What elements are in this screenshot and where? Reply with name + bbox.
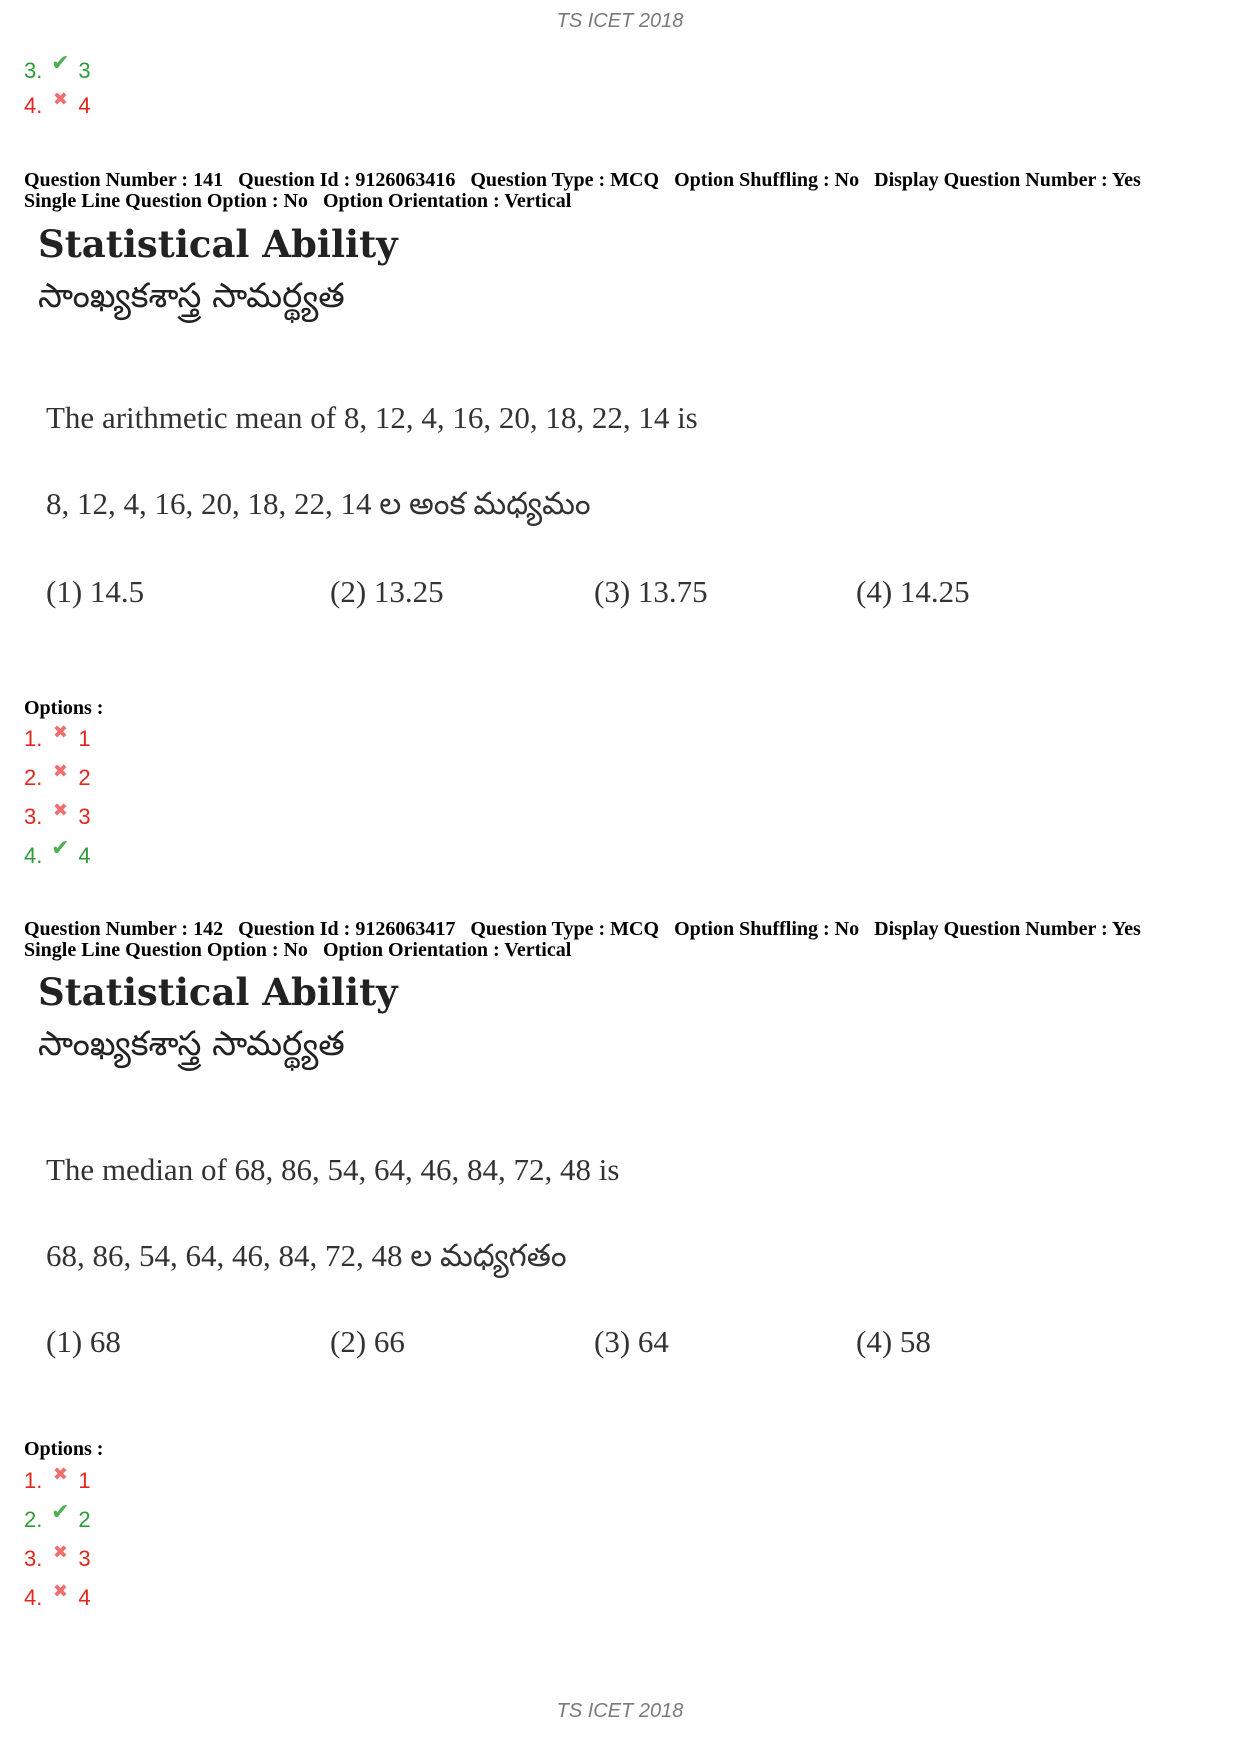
option-value: 3: [78, 58, 91, 83]
option-number: 3.: [24, 804, 43, 829]
option-item: [24, 50, 91, 86]
question-meta: [24, 170, 1224, 212]
page-header: TS ICET 2018: [556, 10, 684, 32]
option-item: [24, 835, 91, 871]
option-value: 3: [78, 1546, 91, 1571]
cross-icon: ✖: [52, 1581, 68, 1601]
check-icon: ✔: [51, 50, 70, 75]
option-value: 1: [78, 726, 91, 751]
subject-title-english: Statistical Ability: [38, 222, 398, 266]
single-line-question-option: Single Line Question Option : No: [24, 939, 308, 961]
option-value: 4: [78, 1585, 91, 1610]
question-text-telugu: 8, 12, 4, 16, 20, 18, 22, 14 ల అంక మధ్యమం: [46, 486, 591, 521]
cross-icon: ✖: [52, 89, 68, 109]
choice-4: (4) 14.25: [856, 574, 970, 609]
question-number: Question Number : 141: [24, 169, 224, 191]
option-number: 1.: [24, 1468, 43, 1493]
cross-icon: ✖: [52, 1542, 68, 1562]
question-text-telugu: 68, 86, 54, 64, 46, 84, 72, 48 ల మధ్యగతం: [46, 1238, 567, 1273]
option-number: 2.: [24, 1507, 43, 1532]
option-value: 2: [78, 765, 91, 790]
option-orientation: Option Orientation : Vertical: [322, 190, 572, 212]
option-value: 1: [78, 1468, 91, 1493]
question-id: Question Id : 9126063416: [238, 169, 456, 191]
cross-icon: ✖: [52, 722, 68, 742]
question-type: Question Type : MCQ: [470, 918, 660, 940]
option-value: 3: [78, 804, 91, 829]
option-item: [24, 1544, 91, 1574]
choice-2: (2) 13.25: [330, 574, 444, 609]
choice-3: (3) 64: [594, 1324, 669, 1359]
question-image: [24, 970, 1024, 1390]
display-question-number: Display Question Number : Yes: [874, 918, 1141, 940]
check-icon: ✔: [51, 835, 70, 860]
question-number: Question Number : 142: [24, 918, 224, 940]
option-item: [24, 1466, 91, 1496]
option-item: [24, 1499, 91, 1535]
option-number: 4.: [24, 1585, 43, 1610]
display-question-number: Display Question Number : Yes: [874, 169, 1141, 191]
option-value: 4: [78, 843, 91, 868]
subject-title-telugu: సాంఖ్యకశాస్త్ర సామర్థ్యత: [38, 1024, 345, 1064]
option-number: 3.: [24, 1546, 43, 1571]
question-meta: [24, 919, 1224, 961]
cross-icon: ✖: [52, 761, 68, 781]
cross-icon: ✖: [52, 1464, 68, 1484]
question-type: Question Type : MCQ: [470, 169, 660, 191]
option-number: 1.: [24, 726, 43, 751]
question-text-english: The arithmetic mean of 8, 12, 4, 16, 20, 18, 22, 14 is: [46, 400, 698, 435]
option-item: [24, 763, 91, 793]
option-orientation: Option Orientation : Vertical: [322, 939, 572, 961]
option-number: 4.: [24, 93, 43, 118]
choice-1: (1) 68: [46, 1324, 121, 1359]
options-label: Options :: [24, 1438, 104, 1460]
options-label: Options :: [24, 697, 104, 719]
option-item: [24, 91, 91, 121]
option-item: [24, 802, 91, 832]
subject-title-english: Statistical Ability: [38, 970, 398, 1014]
option-item: [24, 1583, 91, 1613]
subject-title-telugu: సాంఖ్యకశాస్త్ర సామర్థ్యత: [38, 276, 345, 316]
option-number: 2.: [24, 765, 43, 790]
question-text-english: The median of 68, 86, 54, 64, 46, 84, 72, 48 is: [46, 1152, 620, 1187]
choice-3: (3) 13.75: [594, 574, 708, 609]
choice-2: (2) 66: [330, 1324, 405, 1359]
choice-1: (1) 14.5: [46, 574, 145, 609]
option-item: [24, 724, 91, 754]
choice-4: (4) 58: [856, 1324, 931, 1359]
cross-icon: ✖: [52, 800, 68, 820]
option-shuffling: Option Shuffling : No: [674, 918, 860, 940]
check-icon: ✔: [51, 1499, 70, 1524]
option-value: 2: [78, 1507, 91, 1532]
page-footer: TS ICET 2018: [556, 1700, 684, 1722]
single-line-question-option: Single Line Question Option : No: [24, 190, 308, 212]
option-shuffling: Option Shuffling : No: [674, 169, 860, 191]
question-id: Question Id : 9126063417: [238, 918, 456, 940]
question-image: [24, 222, 1024, 642]
option-number: 3.: [24, 58, 43, 83]
option-number: 4.: [24, 843, 43, 868]
option-value: 4: [78, 93, 91, 118]
